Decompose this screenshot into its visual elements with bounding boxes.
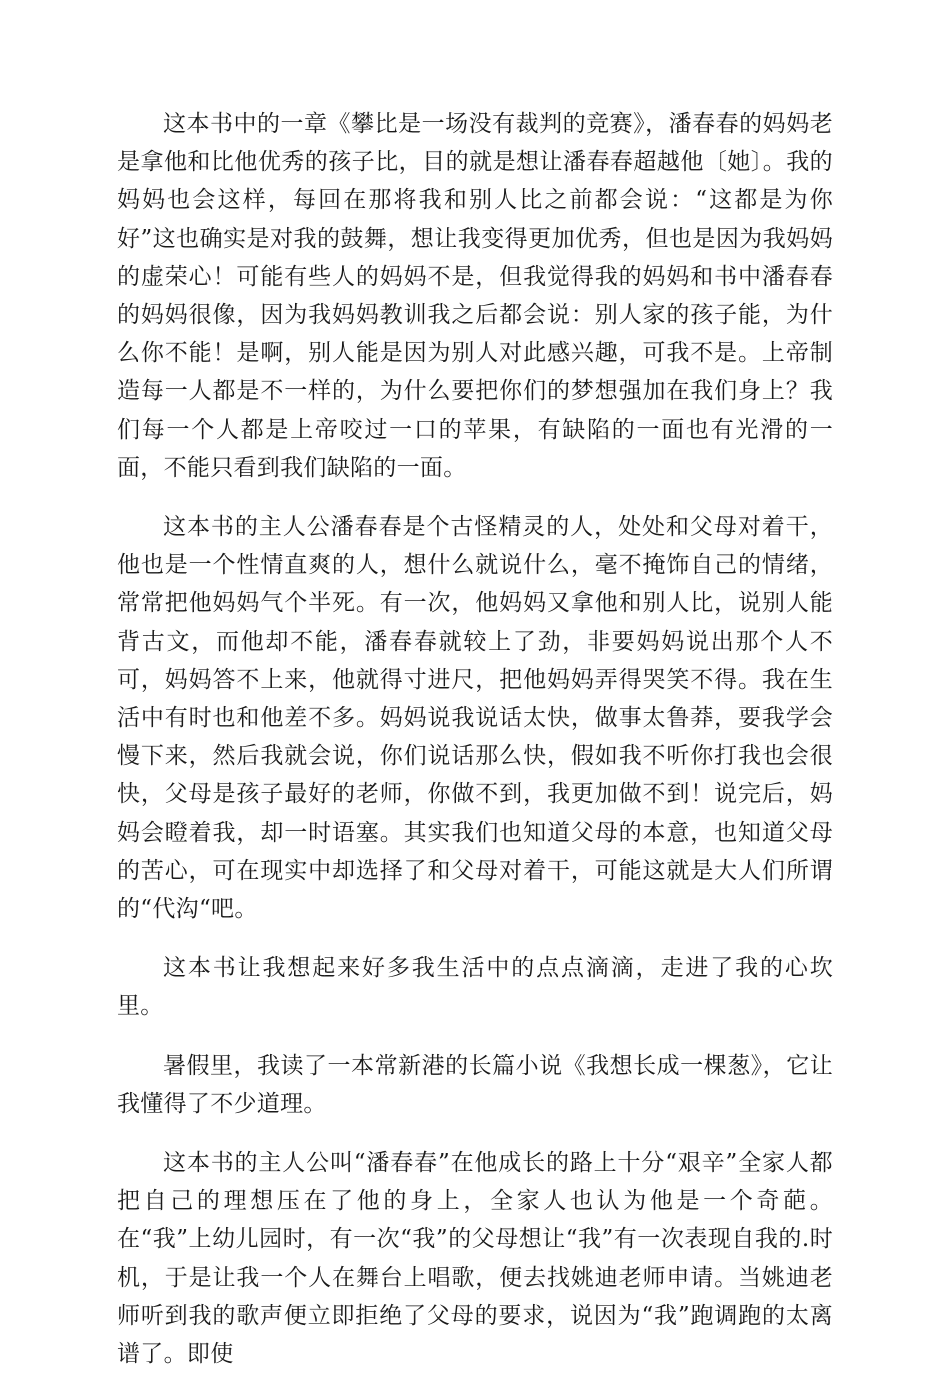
paragraph: 这本书中的一章《攀比是一场没有裁判的竞赛》，潘春春的妈妈老是拿他和比他优秀的孩子比，目的就是想让潘春春超越他〔她〕。我的妈妈也会这样，每回在那将我和别人比之前都会说：“这都是为你好”这也确实是对我的鼓舞，想让我变得更加优秀，但也是因为我妈妈的虚荣心！可能有些人的妈妈不是，但我觉得我的妈妈和书中潘春春的妈妈很像，因为我妈妈教训我之后都会说：别人家的孩子能，为什么你不能！是啊，别人能是因为别人对此感兴趣，可我不是。上帝制造每一人都是不一样的，为什么要把你们的梦想强加在我们身上？我们每一个人都是上帝咬过一口的苹果，有缺陷的一面也有光滑的一面，不能只看到我们缺陷的一面。 xyxy=(117,111,833,481)
paragraph: 这本书的主人公潘春春是个古怪精灵的人，处处和父母对着干，他也是一个性情直爽的人，想什么就说什么，毫不掩饰自己的情绪，常常把他妈妈气个半死。有一次，他妈妈又拿他和别人比，说别人能背古文，而他却不能，潘春春就较上了劲，非要妈妈说出那个人不可，妈妈答不上来，他就得寸进尺，把他妈妈弄得哭笑不得。我在生活中有时也和他差不多。妈妈说我说话太快，做事太鲁莽，要我学会慢下来，然后我就会说，你们说话那么快，假如我不听你打我也会很快，父母是孩子最好的老师，你做不到，我更加做不到！说完后，妈妈会瞪着我，却一时语塞。其实我们也知道父母的本意，也知道父母的苦心，可在现实中却选择了和父母对着干，可能这就是大人们所谓的“代沟“吧。 xyxy=(117,514,833,923)
paragraph: 这本书让我想起来好多我生活中的点点滴滴，走进了我的心坎里。 xyxy=(117,955,833,1020)
paragraph: 暑假里，我读了一本常新港的长篇小说《我想长成一棵葱》，它让我懂得了不少道理。 xyxy=(117,1052,833,1117)
document-body xyxy=(117,105,833,1394)
paragraph: 这本书的主人公叫“潘春春”在他成长的路上十分“艰辛”全家人都把自己的理想压在了他的身上，全家人也认为他是一个奇葩。在“我”上幼儿园时，有一次“我”的父母想让“我”有一次表现自我的.时机，于是让我一个人在舞台上唱歌，便去找姚迪老师申请。当姚迪老师听到我的歌声便立即拒绝了父母的要求，说因为“我”跑调跑的太离谱了。即使 xyxy=(117,1150,833,1368)
